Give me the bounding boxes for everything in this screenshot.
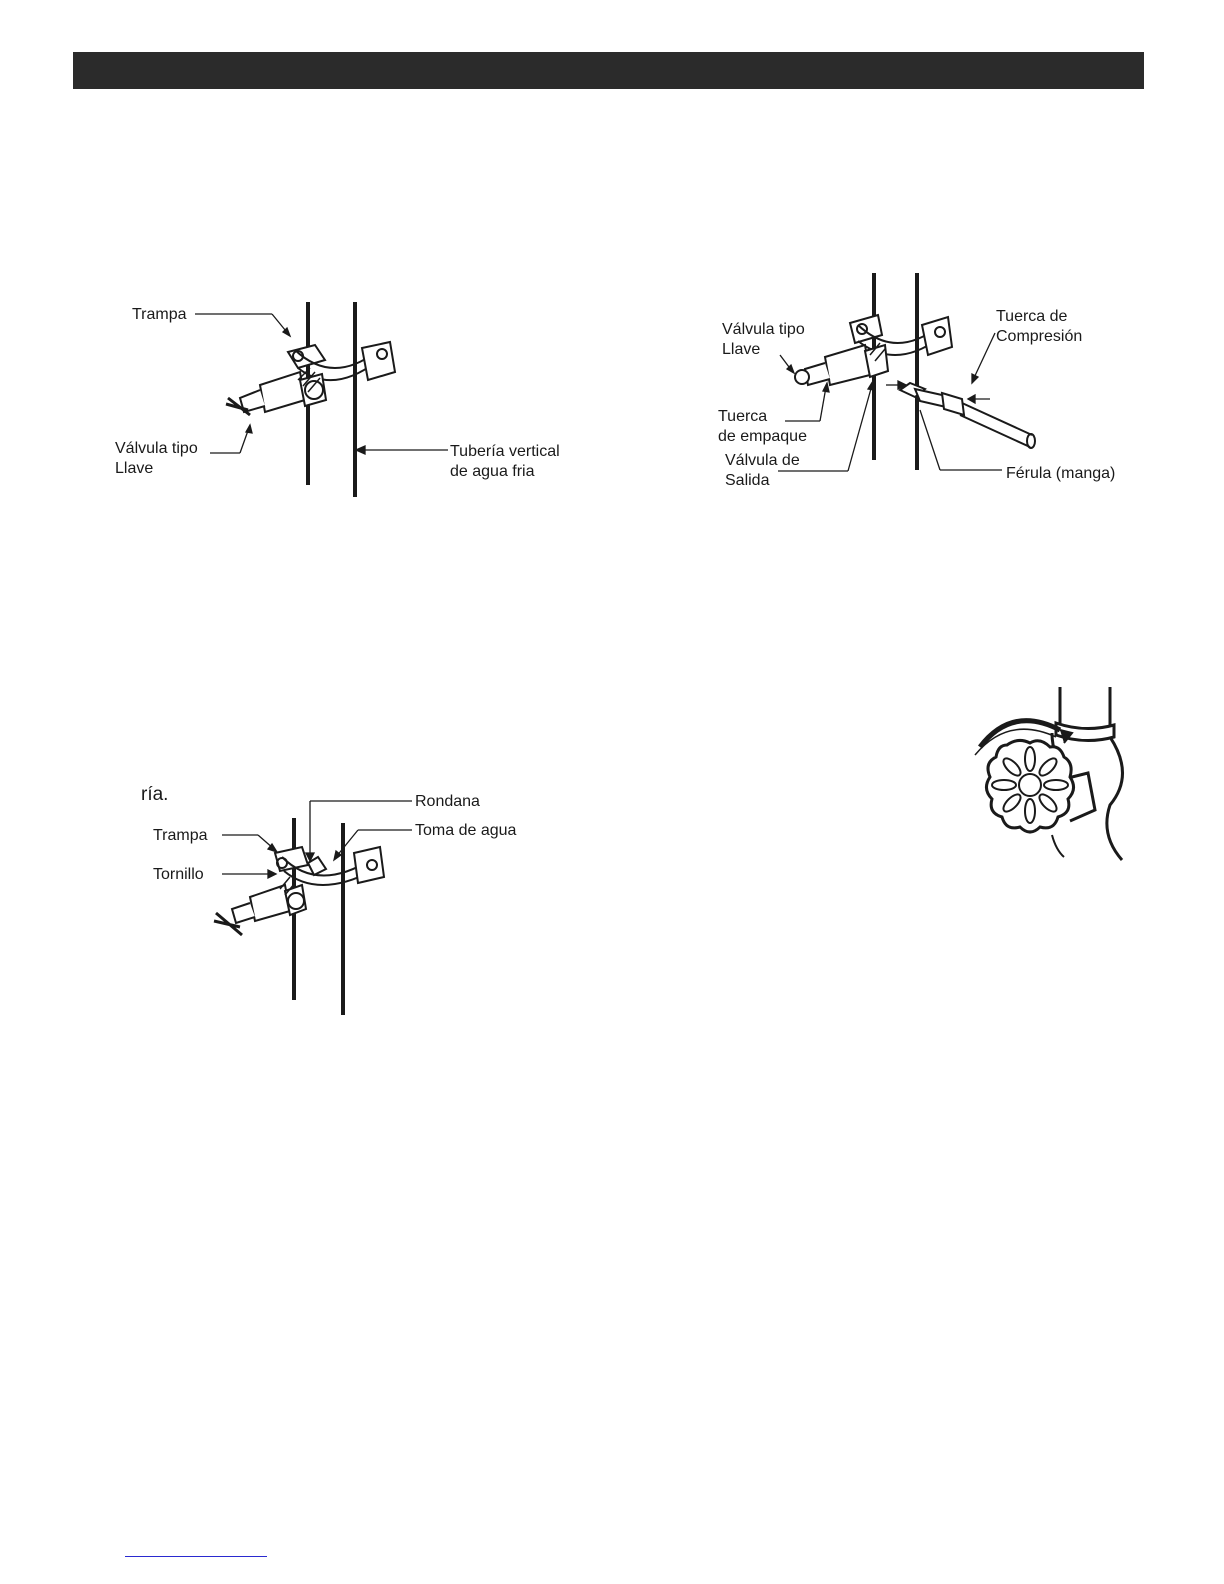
- label-tornillo: Tornillo: [153, 866, 204, 883]
- figure-saddle-valve-installation: [100, 290, 600, 505]
- label-tuberia-vertical: Tubería vertical: [450, 443, 560, 460]
- label-agua-fria: de agua fria: [450, 463, 535, 480]
- label-valvula-de: Válvula de: [725, 452, 800, 469]
- label-trampa: Trampa: [153, 827, 208, 844]
- figure-shutoff-valve-handle: [960, 685, 1140, 865]
- label-toma-de-agua: Toma de agua: [415, 822, 517, 839]
- label-ferula: Férula (manga): [1006, 465, 1116, 482]
- label-tuerca: Tuerca: [718, 408, 768, 425]
- label-de-empaque: de empaque: [718, 428, 807, 445]
- label-valvula-tipo: Válvula tipo: [115, 440, 198, 457]
- figure-compression-connection: [710, 265, 1150, 495]
- text-fragment: ría.: [141, 784, 169, 805]
- figure-saddle-valve-detail: [150, 785, 550, 1020]
- label-salida: Salida: [725, 472, 770, 489]
- label-trampa: Trampa: [132, 306, 187, 323]
- section-header-bar: [73, 52, 1144, 89]
- label-llave: Llave: [115, 460, 154, 477]
- label-compresion: Compresión: [996, 328, 1083, 345]
- label-tuerca-de: Tuerca de: [996, 308, 1068, 325]
- valve-handle-illustration: [960, 685, 1140, 865]
- label-llave: Llave: [722, 341, 761, 358]
- footer-link-underline[interactable]: [125, 1556, 267, 1557]
- label-valvula-tipo: Válvula tipo: [722, 321, 805, 338]
- label-rondana: Rondana: [415, 793, 480, 810]
